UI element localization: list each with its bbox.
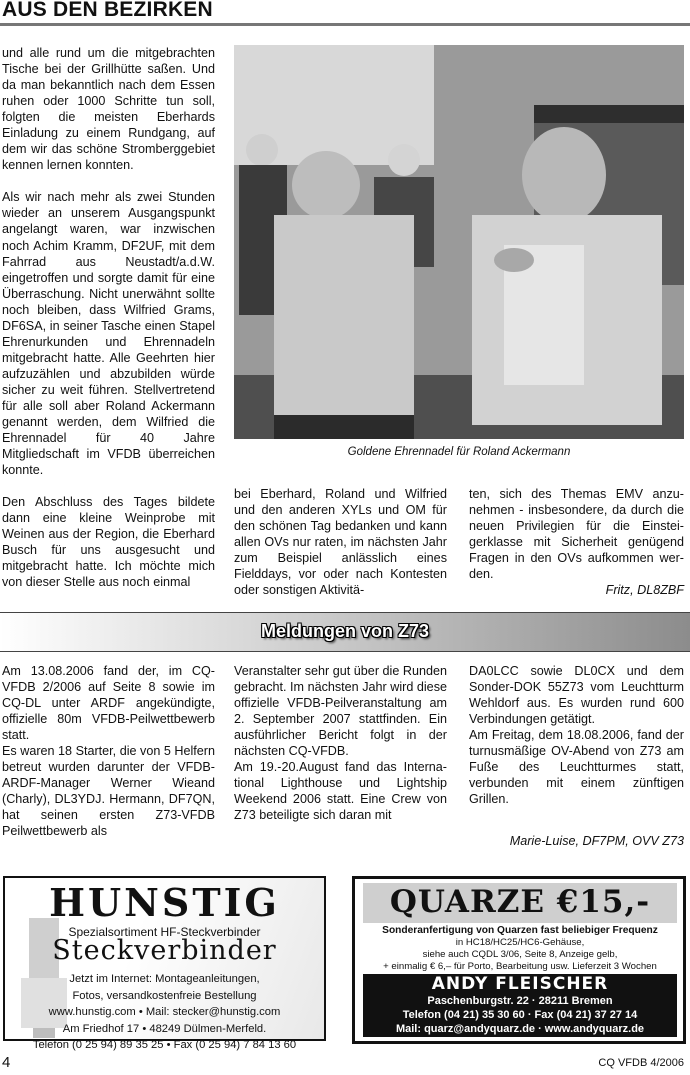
hunstig-subtitle: Spezialsortiment HF-Steckverbinder (68, 925, 261, 939)
quarze-company-name: ANDY FLEISCHER (431, 974, 609, 994)
article1-column-2: bei Eberhard, Roland und Wilfried und den anderen XYLs und OM für den schönen Tag bedanken und kann allen OVs nur raten, im nächsten Jahr zum Beispiel anlässlich eines Fielddays, vor oder nach Kontesten oder sonstigen Aktivitä- (234, 487, 447, 598)
hunstig-line: www.hunstig.com • Mail: stecker@hunstig.com (48, 1006, 281, 1019)
hunstig-line: Fotos, versandkostenfreie Bestellung (72, 989, 257, 1002)
article1-paragraph: Als wir nach mehr als zwei Stunden wieder an unserem Ausgangspunkt angelangt waren, war inzwischen noch Achim Kramm, DF2UF, mit dem Fahrrad aus Neustadt/a.d.W. eingetroffen und sorgte damit für eine Überraschung. Nicht unerwähnt sollte noch bleiben, dass Wilfried Grams, DF6SA, in seiner Tasche einen Stapel Ehrenurkunden und Ehrennadeln mitgebracht hatte. Alle Geehrten hier aufzuzählen und abzubilden würde sicher zu weit führen. Stellvertretend für alle soll aber Roland Ackermann genannt werden, dem Wilfried die Ehrennadel für 40 Jahre Mitgliedschaft im VFDB überreichen konnte. (2, 190, 215, 478)
issue-label: CQ VFDB 4/2006 (598, 1057, 684, 1069)
quarze-line: + einmalig € 6,– für Porto, Bearbeitung usw. Lieferzeit 3 Wochen (383, 961, 657, 972)
hunstig-line: Jetzt im Internet: Montageanleitungen, (69, 973, 260, 985)
section-title: AUS DEN BEZIRKEN (2, 0, 213, 21)
article2-column-3: DA0LCC sowie DL0CX und dem Sonder-DOK 55Z73 vom Leuchtturm Wehldorf aus. Es wurden rund 600 Verbindungen getätigt. Am Freitag, dem 18.08.2006, fand der turnusmäßige OV-Abend von Z73 am Fuße des Leuchtturmes statt, verbunden mit einem zünftigen Grillen. (469, 664, 684, 807)
article1-paragraph: Den Abschluss des Tages bildete dann eine kleine Weinprobe mit Weinen aus der Region, die Eberhard Busch für uns ausgesucht und mitgebracht hatte. Ich möchte mich von dieser Stelle aus noch einmal (2, 495, 215, 590)
section-banner (0, 612, 690, 652)
hunstig-advertisement (3, 876, 326, 1052)
hunstig-line: Telefon (0 25 94) 89 35 25 • Fax (0 25 94) 7 84 13 60 (32, 1039, 297, 1052)
page-number: 4 (2, 1054, 11, 1071)
hunstig-logo: HUNSTIG (49, 880, 280, 925)
quarze-phone: Telefon (04 21) 35 30 60 · Fax (04 21) 37 27 14 (402, 1009, 638, 1021)
hunstig-contact (5, 971, 324, 1054)
article1-column-1 (2, 45, 215, 591)
award-photo-illustration (234, 45, 684, 439)
quarze-footer (363, 974, 677, 1037)
article2-signature: Marie-Luise, DF7PM, OVV Z73 (509, 834, 684, 848)
quarze-header (363, 883, 677, 923)
banner-title: Meldungen von Z73 (260, 621, 429, 641)
quarze-line: Sonderanfertigung von Quarzen fast beliebiger Frequenz (382, 925, 658, 936)
article1-paragraph: und alle rund um die mitgebrachten Tische bei der Grillhütte saßen. Und da man bekanntlich nach dem Essen ruhen oder 1000 Schritte tun soll, folgten die meisten Eberhards Einladung zu einem Rundgang, auf dem wir das schöne Stromberggebiet kennen lernen konnten. (2, 46, 215, 173)
article2-column-2: Veranstalter sehr gut über die Runden gebracht. Im nächsten Jahr wird diese offizielle VFDB-Peilveranstaltung am 2. September 2007 stattfinden. Ein ausführlicher Bericht folgt in der nächsten CQ-VFDB. Am 19.-20.August fand das International Lighthouse und Lightship Weekend 2006 statt. Eine Crew von Z73 beteiligte sich daran mit (234, 664, 447, 823)
hunstig-headline: Steckverbinder (52, 935, 277, 966)
quarze-line: siehe auch CQDL 3/06, Seite 8, Anzeige gelb, (422, 949, 618, 960)
hunstig-line: Am Friedhof 17 • 48249 Dülmen-Merfeld. (62, 1022, 267, 1035)
quarze-address: Paschenburgstr. 22 · 28211 Bremen (427, 995, 613, 1007)
quarze-title: QUARZE €15,- (389, 884, 651, 920)
article1-signature: Fritz, DL8ZBF (605, 583, 684, 597)
quarze-advertisement (352, 876, 686, 1044)
photo-caption: Goldene Ehrennadel für Roland Ackermann (347, 446, 571, 458)
title-rule (0, 23, 690, 26)
quarze-line: in HC18/HC25/HC6-Gehäuse, (455, 937, 585, 948)
article1-column-3: ten, sich des Themas EMV anzunehmen - insbesondere, da durch die neuen Privilegien für die Einsteigerklasse mit Sicherheit genügend Fragen in den OVs aufkommen werden. (469, 487, 684, 582)
quarze-mail: Mail: quarz@andyquarz.de · www.andyquarz.de (395, 1023, 645, 1035)
award-photo (234, 45, 684, 439)
article2-column-1: Am 13.08.2006 fand der, im CQ-VFDB 2/2006 auf Seite 8 sowie im CQ-DL unter ARDF angekündigte, offizielle 80m VFDB-Peilwettbewerb statt. Es waren 18 Starter, die von 5 Helfern betreut wurden darunter der VFDB-ARDF-Manager Werner Wieand (Charly), DL3YDJ. Hermann, DF7QN, hat seinen ersten Z73-VFDB Peilwettbewerb als (2, 664, 215, 839)
